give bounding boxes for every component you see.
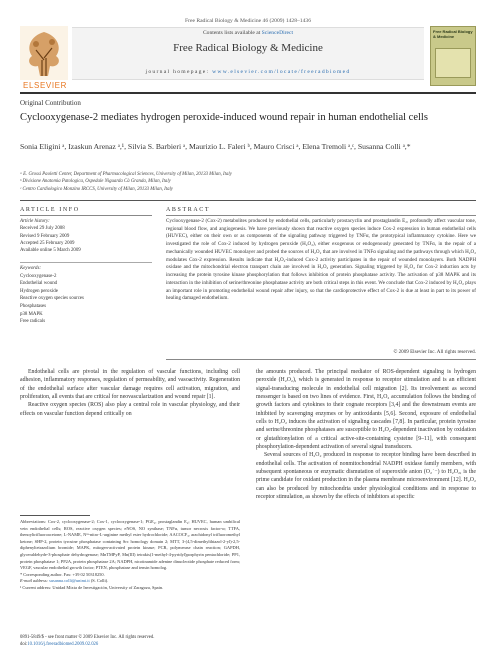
elsevier-wordmark: ELSEVIER: [23, 81, 67, 90]
paragraph: Several sources of H₂O₂ produced in response to receptor binding have been described in endothelial cells. The activation of nonmitochondrial NADPH oxidase family members, with subsequent spontaneous or enzymatic dismutation of superoxide anion (O₂˙⁻) to H₂O₂, is the prime candidate for oxidant production in the plasma membrane microenvironment [12]. H₂O₂ can also be produced by mitochondria under physiological conditions and in response to receptor stimulation, as shown by the effects of inhibitors at specific: [256, 452, 476, 501]
body-column-right: [256, 368, 476, 502]
keyword-item: Reactive oxygen species sources: [20, 296, 84, 302]
homepage-link[interactable]: www.elsevier.com/locate/freeradbiomed: [212, 69, 351, 75]
issn-line: 0891-5849/$ - see front matter © 2009 Elsevier Inc. All rights reserved.: [20, 635, 155, 640]
history-label: Article history:: [20, 219, 50, 224]
affiliation-a: ᵃ E. Grossi Paoletti Center, Department of Pharmacological Sciences, University of Milan, 20133 Milan, Italy: [20, 172, 232, 177]
section-divider: [20, 200, 476, 201]
email-note: [20, 578, 240, 585]
homepage-prefix: journal homepage:: [145, 69, 213, 75]
article-info-divider: [20, 215, 152, 216]
header-divider: [20, 92, 476, 94]
cover-title: Free Radical Biology & Medicine: [433, 29, 473, 39]
bottom-info: [20, 635, 240, 649]
cover-image-icon: [435, 48, 471, 78]
affiliations: [20, 171, 440, 193]
body-column-left: [20, 368, 240, 418]
abstract-heading: ABSTRACT: [166, 207, 211, 213]
history-received: Received 29 July 2008: [20, 226, 65, 232]
affiliation-b: ᵇ Divisione Anatomia Patologica, Ospedale Niguarda Cà Granda, Milan, Italy: [20, 179, 171, 185]
doi-link[interactable]: 10.1016/j.freeradbiomed.2009.02.026: [27, 641, 99, 647]
history-accepted: Accepted 25 February 2009: [20, 241, 75, 247]
keyword-item: Hydrogen peroxide: [20, 288, 58, 294]
email-link[interactable]: susanna.colli@unimi.it: [49, 578, 90, 584]
paragraph: Reactive oxygen species (ROS) also play a central role in vascular physiology, and their effects on vascular function depend critically on: [20, 402, 240, 417]
corresponding-author-note: * Corresponding author. Fax: +39 02 50318250.: [20, 571, 105, 577]
article-type: Original Contribution: [20, 99, 81, 107]
keyword-item: p38 MAPK: [20, 311, 43, 317]
abstract-text: Cyclooxygenase-2 (Cox-2) metabolites produced by endothelial cells, particularly prostacyclin and prostaglandin E₂, profoundly affect vascular tone, regional blood flow, and angiogenesis. We have previously shown that reactive oxygen species induce Cox-2 expression in human endothelial cells (HUVEC), either on their own or as components of the signaling pathway triggered by TNFα, the prototypical inflammatory cytokine. Here we investigated the role of Cox-2 induced by hydrogen peroxide (H₂O₂), either exogenous or endogenously generated by TNFα, in the repair of a mechanically wounded HUVEC monolayer and probed the sources of H₂O₂ that are involved in TNFα signaling and the pathways through which H₂O₂ modulates Cox-2 expression. Results indicate that H₂O₂-induced Cox-2 activity participates in the repair of wounded monolayers. Both NADPH oxidase and the mitochondrial electron transport chain are involved in H₂O₂ generation. Signaling triggered by H₂O₂ for Cox-2 induction acts by increasing the protein tyrosine kinase phosphorylation that follows inhibition of protein phosphatase activity. The activation of p38 MAPK and its interaction in the inhibition of serine/threonine phosphatase activity are both critical steps in this event. We conclude that Cox-2 induced by H₂O₂ plays an important role in promoting endothelial wound repair after injury, so that the cardioprotective effect of Cox-2 is due at least in part to its power of healing damaged endothelium.: [166, 218, 476, 302]
journal-reference: Free Radical Biology & Medicine 46 (2009) 1428–1436: [185, 18, 311, 24]
current-address-note: ¹ Current address: Unidad Mixta de Investigación, University of Zaragoza, Spain.: [20, 585, 164, 591]
keywords: [20, 265, 152, 326]
keyword-item: Phosphatases: [20, 303, 47, 309]
keyword-item: Free radicals: [20, 319, 46, 325]
footnote-divider: [20, 515, 90, 516]
affiliation-c: ᶜ Centro Cardiologico Monzino IRCCS, University of Milan, 20133 Milan, Italy: [20, 186, 173, 192]
footnotes: [20, 519, 240, 592]
keywords-divider: [20, 262, 152, 263]
author-list: Sonia Eligini ᵃ, Izaskun Arenaz ᵃ,¹, Silvia S. Barbieri ᵃ, Maurizio L. Faleri ᵇ, Mauro Crisci ᵃ, Elena Tremoli ᵃ,ᶜ, Susanna Colli ᵃ,*: [20, 142, 411, 151]
abbreviations-note: Abbreviations: Cox-2, cyclooxygenase-2; Cox-1, cyclooxygenase-1; PGE₂, prostaglandin E₂; HUVEC, human umbilical vein endothelial cells; ROS, reactive oxygen species; eNOS, NO synthase; TNFα, tumor necrosis factor-α; TTFA, thenoyltrifluoroacetone; L-NAME, Nᵚ-nitro-L-arginine methyl ester hydrochloride; AACOCF₃, arachidonyl trifluoromethyl ketone; SHP-2, protein tyrosine phosphatase containing Src homology domain 2; MTT, 3-(4,5-dimethylthiazol-2-yl)-2,5-diphenyltetrazolium bromide; MAPK, mitogen-activated protein kinase; PCR, polymerase chain reaction; GAPDH, glyceraldehyde-3-phosphate dehydrogenase; MnTMPyP, Mn(III) tetrakis(1-methyl-4-pyridyl)porphyrin pentachloride; PP1, protein phosphatase 1; PP2A, protein phosphatase 2A; NADPH, nicotinamide adenine dinucleotide phosphate reduced form; VEGF, vascular endothelial growth factor; PTEN, phosphatase and tensin homolog.: [20, 519, 240, 571]
abstract-divider: [166, 215, 476, 216]
abstract-end-divider: [166, 359, 476, 360]
contents-line: [72, 30, 424, 36]
article-info-heading: ARTICLE INFO: [20, 207, 80, 213]
paragraph: Endothelial cells are pivotal in the regulation of vascular functions, including cell adhesion, inflammatory responses, regulation of permeability, and vasoactivity. Regeneration of the endothelial surface after vascular damage requires cell activation, migration, and proliferation, all events that are critical for neovascularization and wound repair [1].: [20, 369, 240, 401]
journal-title: Free Radical Biology & Medicine: [173, 42, 323, 54]
history-revised: Revised 9 February 2009: [20, 233, 70, 239]
paragraph: the amounts produced. The principal mediator of ROS-dependent signaling is hydrogen peroxide (H₂O₂), which is generated in response to receptor stimulation and is an efficient signal-transducing molecule in endothelial cell migration [2]. Its involvement as second messenger is based on two lines of evidence. First, H₂O₂ accumulation follows the binding of growth factors and cytokines to their cognate receptors [3,4] and the downstream events are inhibited by scavenging enzymes or by antioxidants [5,6]. Second, exposure of endothelial cells to H₂O₂ induces the activation of signaling cascades [7,8]. In particular, protein tyrosine and serine/threonine phosphatases are susceptible to H₂O₂-dependent inactivation by oxidation or glutathionylation of a critical active-site-containing cysteine [9–11], with consequent phosphorylation-dependent activation of several signal transducers.: [256, 369, 476, 451]
contents-prefix: Contents lists available at: [202, 30, 262, 36]
article-history: [20, 218, 152, 255]
elsevier-tree-logo-icon: [20, 26, 68, 80]
keyword-item: Cyclooxygenase-2: [20, 273, 57, 279]
keyword-item: Endothelial wound: [20, 281, 58, 287]
doi-line: [20, 642, 240, 649]
sciencedirect-link[interactable]: ScienceDirect: [261, 30, 294, 36]
history-online: Available online 5 March 2009: [20, 248, 81, 254]
keywords-label: Keywords:: [20, 266, 42, 271]
article-title: Cyclooxygenase-2 mediates hydrogen peroxide-induced wound repair in human endothelial cells: [20, 112, 428, 123]
email-suffix: (S. Colli).: [89, 578, 109, 584]
copyright: © 2009 Elsevier Inc. All rights reserved.: [393, 349, 476, 355]
journal-homepage: [72, 69, 424, 75]
doi-prefix: doi:: [20, 641, 28, 647]
email-prefix: E-mail address:: [20, 578, 50, 584]
